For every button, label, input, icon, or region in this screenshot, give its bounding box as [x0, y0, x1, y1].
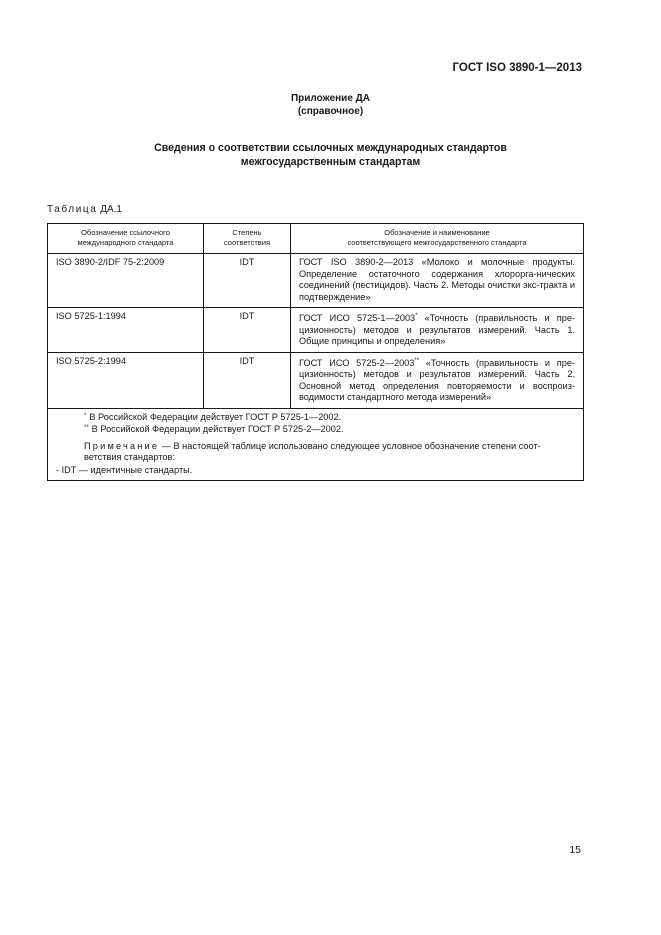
footnote-mark: ** — [84, 425, 89, 432]
header-gost-line1: Обозначение и наименование — [384, 227, 490, 237]
header-gost — [291, 224, 584, 254]
section-title — [40, 141, 621, 169]
document-code: ГОСТ ISO 3890-1—2013 — [452, 62, 582, 74]
table-caption — [47, 204, 122, 215]
gost-name: «Точность (правильность и пре-цизионность) методов и результатов измерений. Часть 1. Общие принципы и определения» — [299, 313, 575, 347]
appendix-subtitle: (справочное) — [297, 106, 364, 117]
appendix-heading — [0, 92, 661, 118]
footnote-ref: * — [415, 313, 418, 319]
header-degree — [204, 224, 291, 254]
cell-gost — [291, 308, 584, 353]
section-title-line2: межгосударственным стандартам — [240, 156, 421, 168]
cell-gost — [291, 352, 584, 408]
table-notes — [48, 408, 584, 481]
footnote-text: В Российской Федерации действует ГОСТ Р 5725-1—2002. — [89, 411, 342, 422]
appendix-title: Приложение ДА — [290, 93, 371, 104]
header-intl-line2: международного стандарта — [77, 237, 174, 247]
note-label: Примечание — [84, 440, 160, 451]
table-row — [48, 254, 584, 308]
footnote — [56, 424, 575, 436]
page-number: 15 — [569, 844, 581, 856]
cell-degree: IDT — [204, 352, 291, 408]
table-row — [48, 308, 584, 353]
header-degree-line2: соответствия — [223, 237, 271, 247]
footnote-text: В Российской Федерации действует ГОСТ Р 5725-2—2002. — [91, 424, 344, 435]
cell-intl-standard: ISO 5725-2:1994 — [48, 352, 204, 408]
table-row — [48, 352, 584, 408]
footnote-mark: * — [84, 412, 87, 419]
table-notes-row — [48, 408, 584, 481]
table-caption-number: ДА.1 — [100, 204, 122, 215]
note-text: — В настоящей таблице использовано следующее условное обозначение степени соот-ветствия стандартов: — [84, 440, 541, 463]
cell-intl-standard: ISO 5725-1:1994 — [48, 308, 204, 353]
cell-intl-standard: ISO 3890-2/IDF 75-2:2009 — [48, 254, 204, 308]
table-note — [56, 441, 575, 464]
footnote — [56, 412, 575, 424]
gost-name: «Точность (правильность и пре-цизионность) методов и результатов измерений. Часть 2. Основной метод определения повторяемости и воспроиз-водимости стандартного метода измерений» — [299, 357, 575, 403]
gost-designation: ГОСТ ИСО 5725-2—2003 — [299, 357, 415, 368]
cell-gost: ГОСТ ISO 3890-2—2013 «Молоко и молочные продукты. Определение остаточного содержания хлорорга-нических соединений (пестицидов). Часть 2. Методы очистки экс-тракта и подтверждение» — [291, 254, 584, 308]
header-intl-standard — [48, 224, 204, 254]
header-degree-line1: Степень — [232, 227, 262, 237]
table-header-row — [48, 224, 584, 254]
footnote-ref: ** — [414, 357, 420, 364]
cell-degree: IDT — [204, 254, 291, 308]
header-gost-line2: соответствующего межгосударственного стандарта — [347, 237, 527, 247]
table-caption-prefix: Таблица — [47, 204, 98, 215]
note-item: - IDT — идентичные стандарты. — [56, 464, 193, 475]
section-title-line1: Сведения о соответствии ссылочных международных стандартов — [154, 142, 507, 154]
cell-degree: IDT — [204, 308, 291, 353]
gost-designation: ГОСТ ИСО 5725-1—2003 — [299, 313, 416, 324]
header-intl-line1: Обозначение ссылочного — [81, 227, 170, 237]
standards-table — [47, 223, 584, 481]
